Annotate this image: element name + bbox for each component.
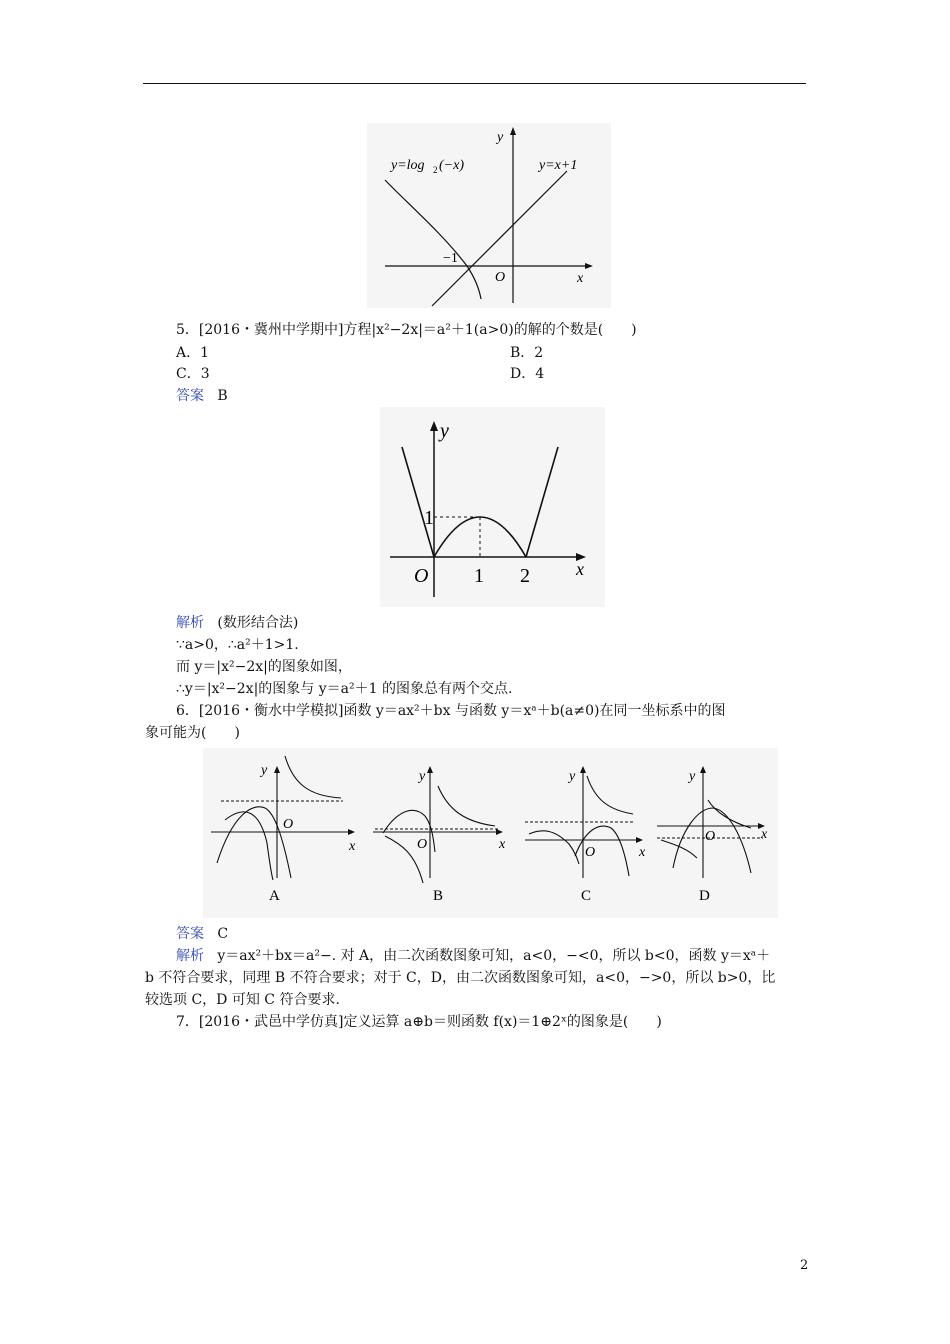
q5-analysis-method: (数形结合法) [217,615,299,631]
q6-analysis-label: 解析 [176,948,204,964]
q5-analysis-label: 解析 [176,615,204,631]
panel-a-x: x [349,839,356,854]
q5-stem: 5．[2016・冀州中学期中]方程|x²−2x|＝a²＋1(a>0)的解的个数是( ) [176,322,637,338]
panel-a-y: y [261,763,268,778]
minus-one-label: −1 [443,251,458,266]
q6-analysis-line1 [176,946,770,966]
q6-stem-line1: 6．[2016・衡水中学模拟]函数 y＝ax²＋bx 与函数 y＝xᵃ＋b(a≠0)在同一坐标系中的图 [176,703,726,719]
panel-b [373,766,506,904]
panel-a-letter: A [269,888,280,904]
q5-option-a: A．1 [176,345,210,361]
header-rule [143,83,806,84]
q5-answer [176,386,228,406]
y-axis-label: y [497,130,504,145]
q6-answer-label: 答案 [176,926,204,942]
origin-label: O [495,270,506,285]
x-one-label: 1 [474,565,484,587]
panel-c-x: x [639,845,646,860]
x-axis-label: x [577,271,584,286]
panel-b-y: y [419,769,426,784]
line-label: y=x+1 [539,158,578,173]
q7-stem: 7．[2016・武邑中学仿真]定义运算 a⊕b＝则函数 f(x)＝1⊕2ˣ的图象是( ) [176,1014,662,1030]
page-number: 2 [800,1258,809,1273]
panel-c-o: O [585,845,596,860]
panel-c-y: y [569,769,576,784]
q6-stem-line2: 象可能为( ) [145,725,240,741]
panel-d-letter: D [699,888,710,904]
q5-option-c: C．3 [176,366,210,382]
y-one-label: 1 [424,507,434,529]
log-subscript: 2 [433,165,438,175]
q5-answer-value: B [217,388,228,404]
y-axis-label: y [440,420,449,442]
q5-analysis-line2: 而 y＝|x²−2x|的图象如图， [176,659,352,675]
q6-analysis-line2: b 不符合要求，同理 B 不符合要求；对于 C，D，由二次函数图象可知，a<0，−>0，所以 b>0，比 [145,970,776,986]
panel-b-x: x [499,837,506,852]
q6-analysis-text1: y＝ax²＋bx＝a²−. 对 A，由二次函数图象可知，a<0，−<0，所以 b<0，函数 y＝xᵃ＋ [217,948,771,964]
panel-d-y: y [689,769,696,784]
panel-a-o: O [283,817,294,832]
panel-c-letter: C [581,888,592,904]
q6-answer-value: C [217,926,229,942]
origin-label: O [414,565,429,587]
x-two-label: 2 [520,565,530,587]
q5-analysis-line1: ∵a>0，∴a²＋1>1. [176,637,299,653]
log-arg: (−x) [439,158,464,173]
panel-a [211,756,356,904]
panel-d-o: O [705,829,716,844]
q6-answer [176,924,228,944]
figure-log-and-line [367,123,611,308]
q5-answer-label: 答案 [176,388,204,404]
q5-option-b: B．2 [510,345,544,361]
q5-option-d: D．4 [510,366,545,382]
panel-c [525,766,646,904]
panel-d [657,766,768,904]
figure-abs-parabola [380,407,605,607]
panel-b-letter: B [433,888,444,904]
log-label: y=log [391,158,425,173]
x-axis-label: x [576,559,584,579]
q5-analysis-head [176,613,298,633]
panel-d-x: x [761,827,768,842]
q6-analysis-line3: 较选项 C，D 可知 C 符合要求. [145,992,340,1008]
panel-b-o: O [417,837,428,852]
q5-analysis-line3: ∴y＝|x²−2x|的图象与 y＝a²＋1 的图象总有两个交点. [176,681,513,697]
figure-q6-options [203,748,778,918]
